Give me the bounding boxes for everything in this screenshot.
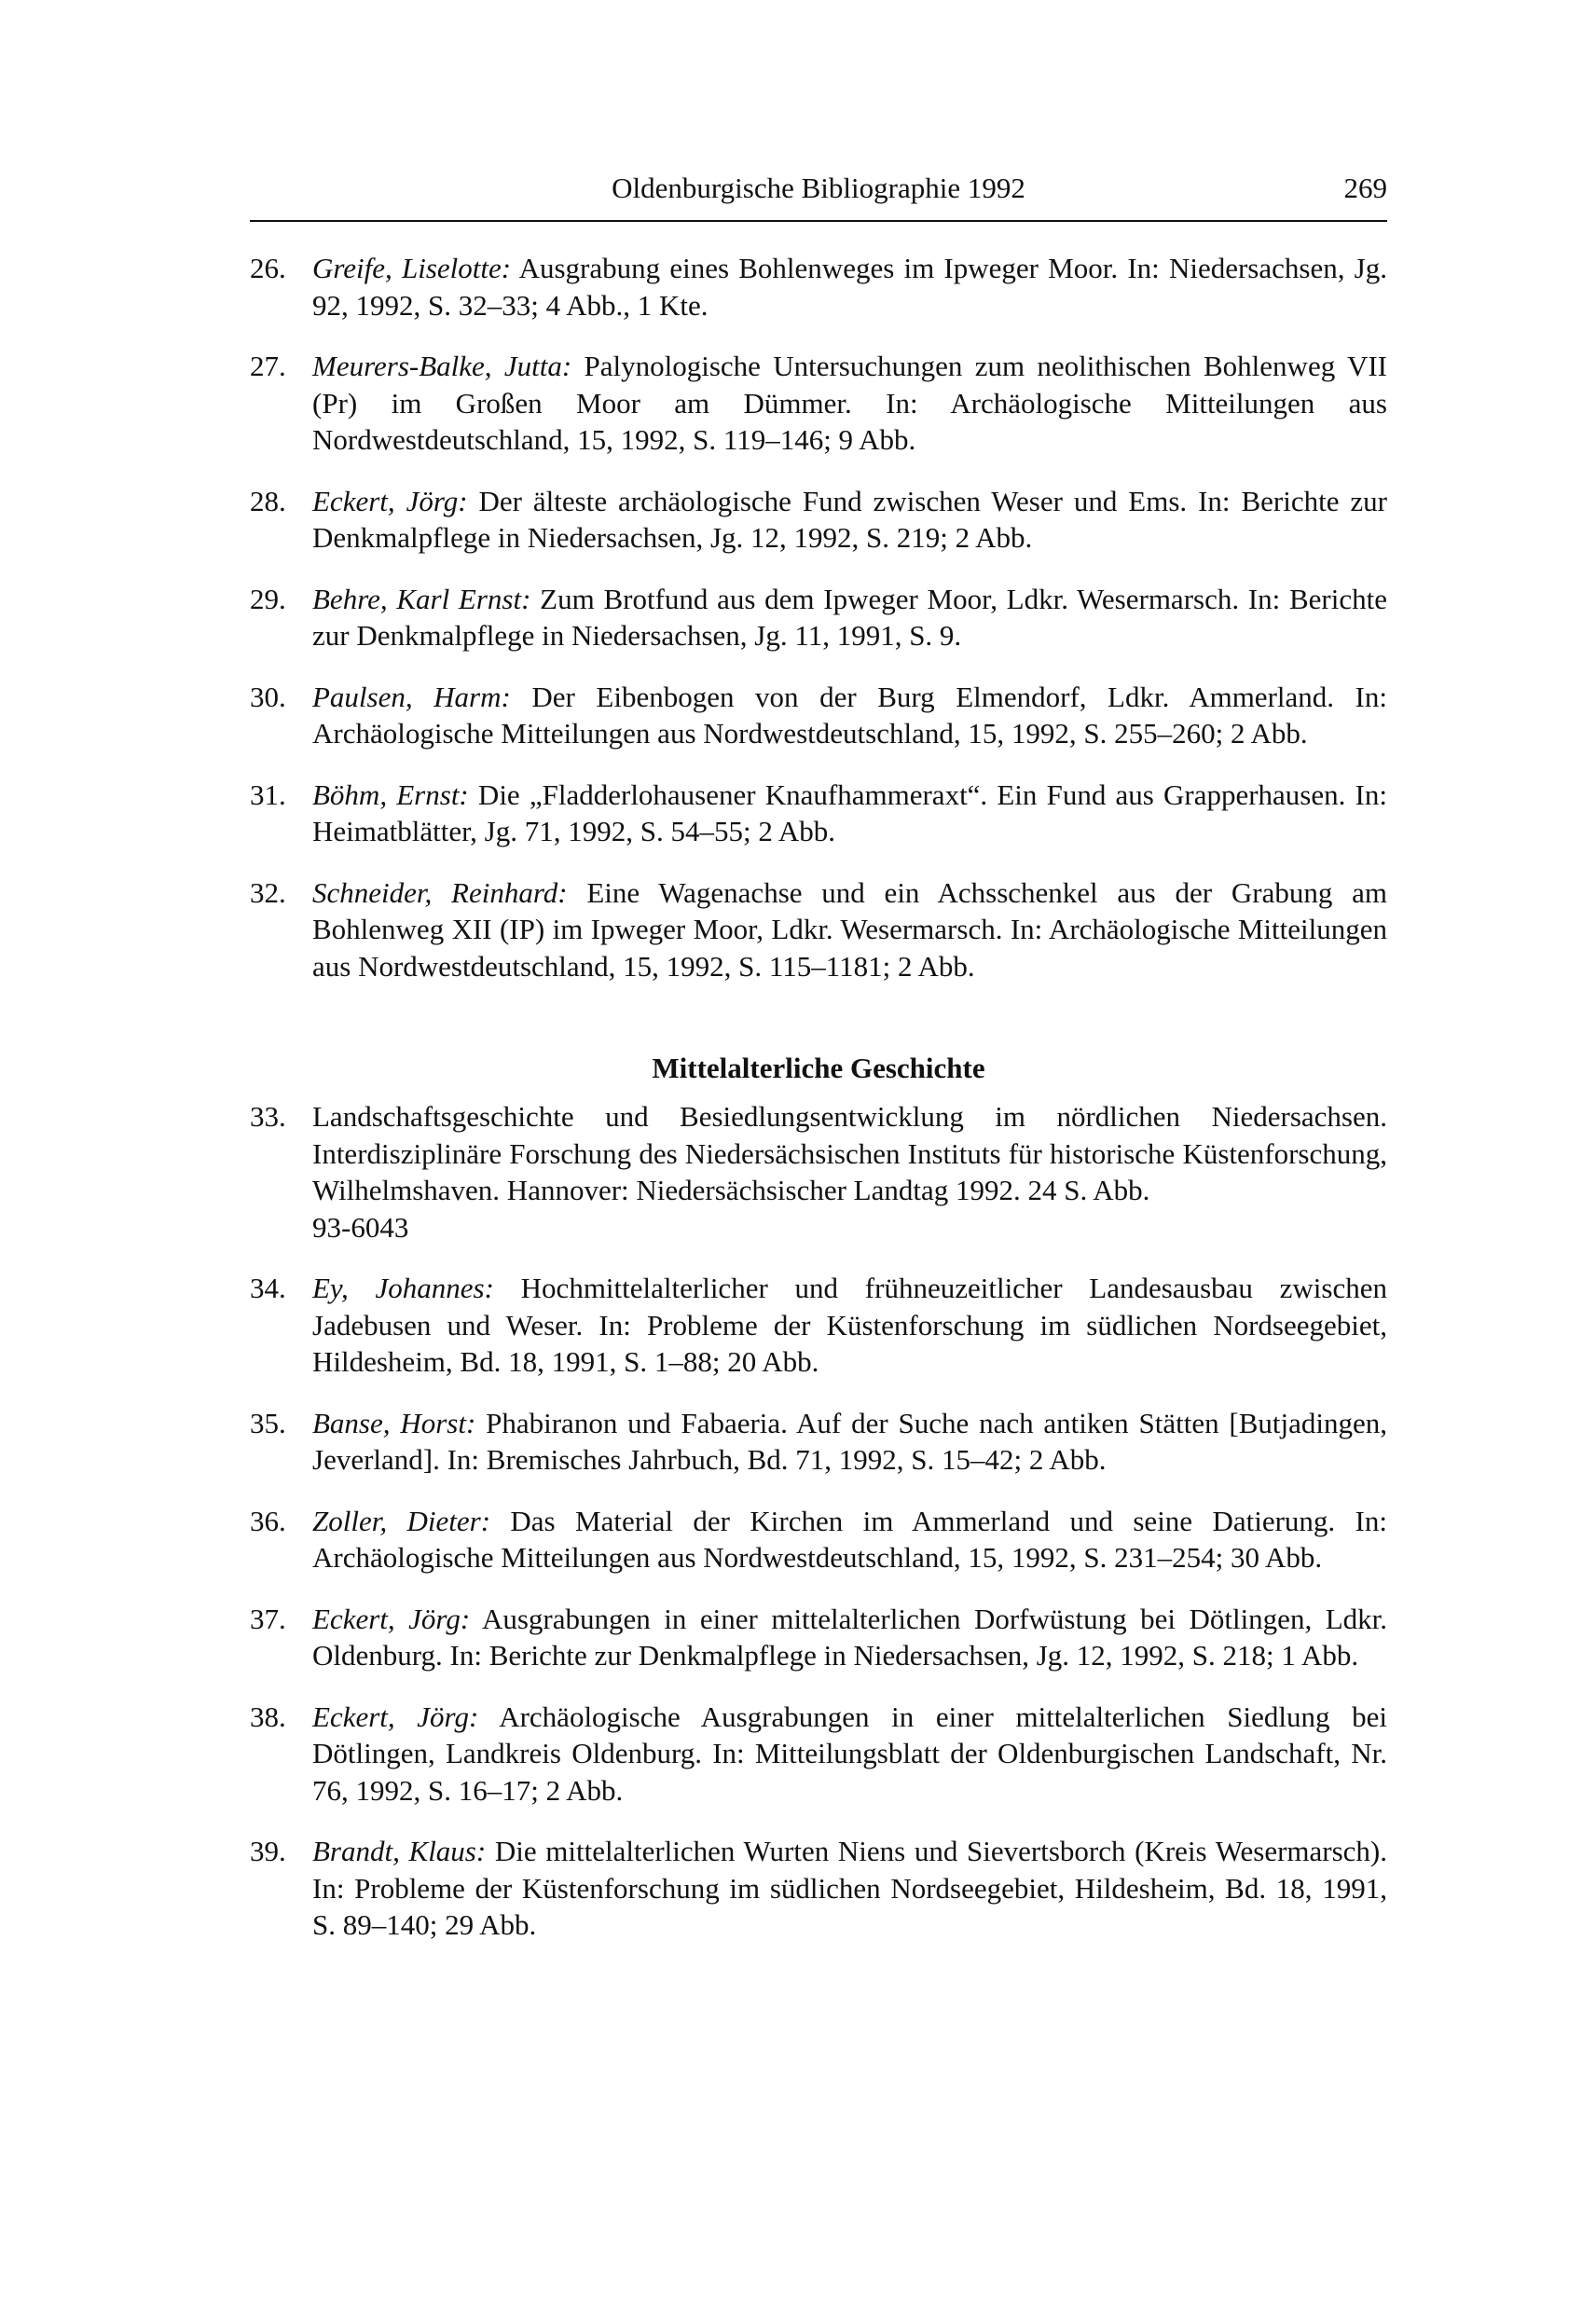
entry-number: 34. [250,1272,286,1304]
entry-text: Ausgrabungen in einer mittelalterlichen Dorfwüstung bei Dötlingen, Ldkr. Oldenburg. In: Berichte zur Denkmalpflege in Niedersachsen, Jg. 12, 1992, S. 218; 1 Abb. [312,1602,1387,1672]
entry-text: Landschaftsgeschichte und Besiedlungsentwicklung im nördlichen Niedersachsen. Interdisziplinäre Forschung des Niedersächsischen Instituts für historische Küstenforschung, Wilhelmshaven. Hannover: Niedersächsischer Landtag 1992. 24 S. Abb. [312,1100,1387,1206]
entry-number: 28. [250,484,286,517]
section-heading: Mittelalterliche Geschichte [652,1052,985,1084]
entry-number: 33. [250,1100,286,1133]
entry-author: Ey, Johannes: [312,1272,494,1304]
entry-text: Zum Brotfund aus dem Ipweger Moor, Ldkr. Wesermarsch. In: Berichte zur Denkmalpflege in Niedersachsen, Jg. 11, 1991, S. 9. [312,582,1387,652]
entry-author: Brandt, Klaus: [312,1835,487,1867]
entry-author: Eckert, Jörg: [312,1602,471,1635]
bibliography-list [250,250,1387,1944]
entry-text: Phabiranon und Fabaeria. Auf der Suche nach antiken Stätten [Butjadingen, Jeverland]. In: Bremisches Jahrbuch, Bd. 71, 1992, S. 15–42; 2 Abb. [312,1406,1388,1476]
bibliography-entry [250,874,1387,985]
bibliography-entry [250,679,1387,752]
entry-number: 35. [250,1406,286,1439]
bibliography-entry [250,348,1387,459]
entry-number: 38. [250,1700,286,1733]
entry-text: Hochmittelalterlicher und frühneuzeitlicher Landesausbau zwischen Jadebusen und Weser. In: Probleme der Küstenforschung im südlichen Nordseegebiet, Hildesheim, Bd. 18, 1991, S. 1–88; 20 Abb. [312,1272,1387,1378]
page [250,168,1387,1968]
bibliography-entry [250,581,1387,654]
entry-author: Behre, Karl Ernst: [312,582,531,615]
bibliography-entry [250,1833,1387,1944]
entry-number: 36. [250,1504,286,1537]
entry-number: 37. [250,1602,286,1635]
running-head-title: Oldenburgische Bibliographie 1992 [612,172,1025,204]
entry-text: Eine Wagenachse und ein Achsschenkel aus der Grabung am Bohlenweg XII (IP) im Ipweger Moor, Ldkr. Wesermarsch. In: Archäologische Mitteilungen aus Nordwestdeutschland, 15, 1992, S. 115–1181; 2 Abb. [312,875,1387,983]
entry-number: 32. [250,875,286,909]
bibliography-entry [250,777,1387,850]
entry-number: 31. [250,778,286,811]
bibliography-entry [250,1405,1387,1479]
entry-text: Ausgrabung eines Bohlenweges im Ipweger Moor. In: Niedersachsen, Jg. 92, 1992, S. 32–33; 4 Abb., 1 Kte. [312,252,1387,322]
entry-text: Das Material der Kirchen im Ammerland und seine Datierung. In: Archäologische Mitteilungen aus Nordwestdeutschland, 15, 1992, S. 231–254; 30 Abb. [312,1504,1387,1574]
bibliography-entry [250,250,1387,323]
entry-text: Palynologische Untersuchungen zum neolithischen Bohlenweg VII (Pr) im Großen Moor am Dümmer. In: Archäologische Mitteilungen aus Nordwestdeutschland, 15, 1992, S. 119–146; 9 Abb. [312,350,1387,456]
running-head [250,168,1387,222]
bibliography-entry [250,1503,1387,1576]
bibliography-entry [250,1098,1387,1245]
page-number: 269 [1343,172,1387,204]
entry-author: Eckert, Jörg: [312,484,468,517]
entry-author: Eckert, Jörg: [312,1700,479,1733]
entry-author: Böhm, Ernst: [312,778,469,811]
entry-text: Die mittelalterlichen Wurten Niens und Sievertsborch (Kreis Wesermarsch). In: Probleme der Küstenforschung im südlichen Nordseegebiet, Hildesheim, Bd. 18, 1991, S. 89–140; 29 Abb. [312,1835,1387,1941]
entry-text: Die „Fladderlohausener Knaufhammeraxt“. Ein Fund aus Grapperhausen. In: Heimatblätter, Jg. 71, 1992, S. 54–55; 2 Abb. [312,778,1387,847]
entry-author: Zoller, Dieter: [312,1504,491,1537]
entry-author: Paulsen, Harm: [312,680,511,713]
bibliography-entry [250,483,1387,557]
entry-number: 39. [250,1835,286,1867]
entry-number: 27. [250,350,286,382]
bibliography-entry [250,1699,1387,1810]
entry-text: Der Eibenbogen von der Burg Elmendorf, Ldkr. Ammerland. In: Archäologische Mitteilungen aus Nordwestdeutschland, 15, 1992, S. 255–260; 2 Abb. [312,680,1387,750]
entry-number: 29. [250,582,286,615]
entry-author: Schneider, Reinhard: [312,875,568,909]
entry-text: Der älteste archäologische Fund zwischen Weser und Ems. In: Berichte zur Denkmalpflege in Niedersachsen, Jg. 12, 1992, S. 219; 2 Abb. [312,484,1387,554]
shelf-mark: 93-6043 [312,1210,409,1244]
entry-author: Banse, Horst: [312,1406,476,1439]
entry-number: 30. [250,680,286,713]
bibliography-entry [250,1601,1387,1674]
entry-text: Archäologische Ausgrabungen in einer mittelalterlichen Siedlung bei Dötlingen, Landkreis Oldenburg. In: Mitteilungsblatt der Oldenburgischen Landschaft, Nr. 76, 1992, S. 16–17; 2 Abb. [312,1700,1387,1807]
entry-author: Meurers-Balke, Jutta: [312,350,572,382]
entry-number: 26. [250,252,286,284]
entry-author: Greife, Liselotte: [312,252,512,284]
bibliography-entry [250,1270,1387,1381]
